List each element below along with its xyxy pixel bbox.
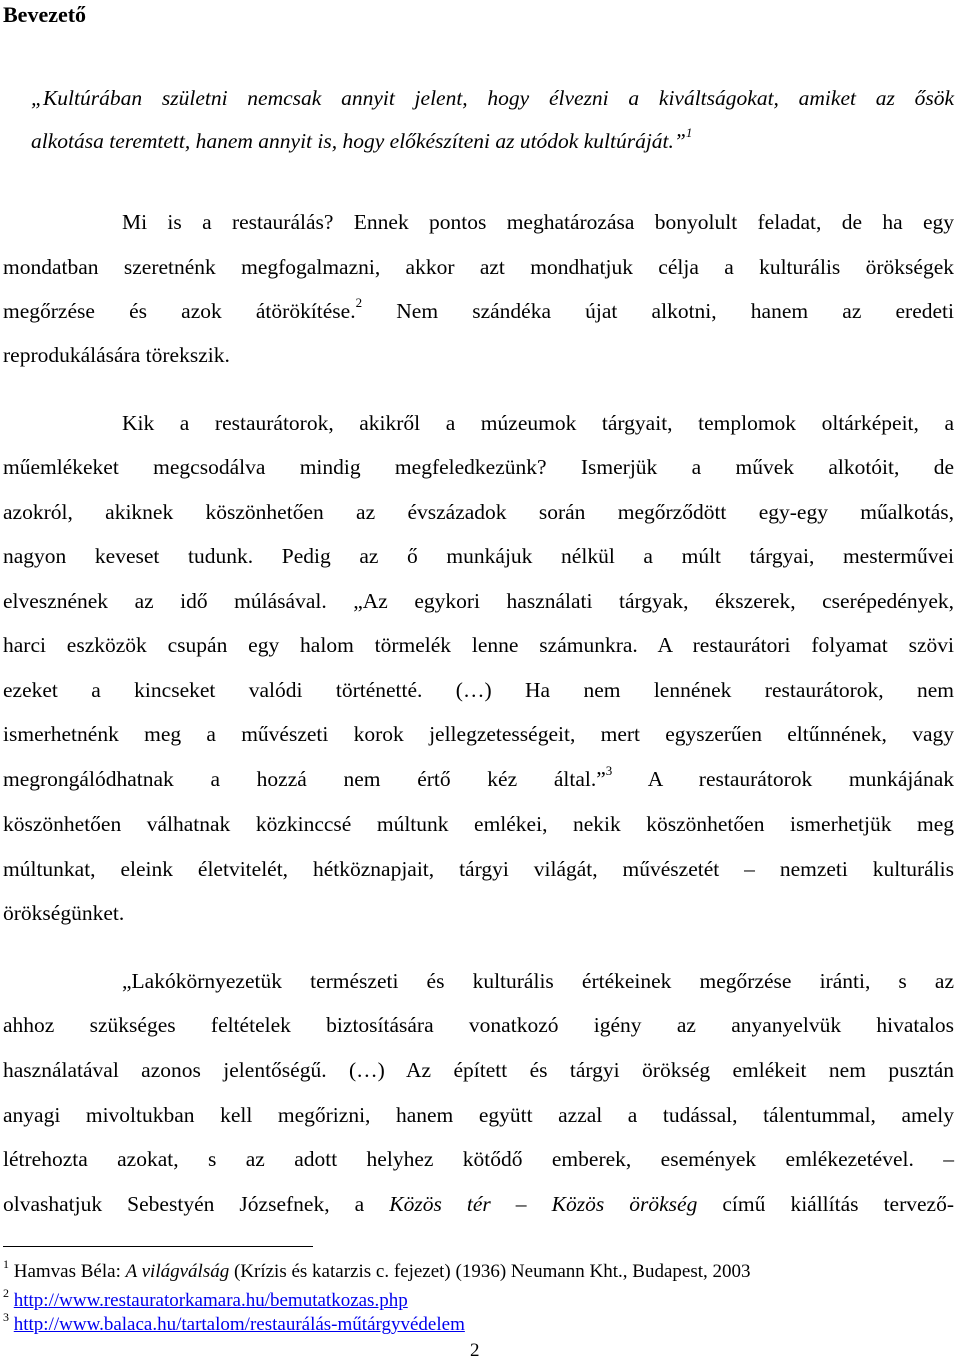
quote-line [31, 126, 954, 156]
footnote-link[interactable]: http://www.balaca.hu/tartalom/restaurálás-műtárgyvédelem [13, 1314, 465, 1335]
footnote-ref[interactable]: 2 [355, 294, 363, 310]
footnote-text: Hamvas Béla: [13, 1261, 126, 1282]
footnote-number: 2 [3, 1285, 9, 1300]
paragraph-line: ahhoz szükséges feltételek biztosítására vonatkozó igény az anyanyelvük hivatalos [3, 1013, 954, 1037]
paragraph-line: ezeket a kincseket valódi történetté. (…) Ha nem lennének restaurátorok, nem [3, 678, 954, 702]
paragraph-line: harci eszközök csupán egy halom törmelék lenne számunkra. A restaurátori folyamat szövi [3, 633, 954, 657]
quote-line: „Kultúrában születni nemcsak annyit jelent, hogy élvezni a kiváltságokat, amiket az ősök [31, 86, 954, 110]
footnote-2 [3, 1285, 408, 1313]
paragraph-line: örökségünket. [3, 901, 125, 925]
footnote-book-title: A világválság [125, 1261, 230, 1282]
footnote-number: 1 [3, 1256, 9, 1271]
paragraph-line: anyagi mivoltukban kell megőrizni, hanem együtt azzal a tudással, tálentummal, amely [3, 1103, 954, 1127]
paragraph-line [3, 764, 954, 794]
footnote-ref[interactable]: 3 [605, 762, 613, 778]
paragraph-line: nagyon keveset tudunk. Pedig az ő munkájuk nélkül a múlt tárgyai, mesterművei [3, 544, 954, 568]
paragraph-text: megőrzése és azok átörökítése. [3, 299, 356, 323]
paragraph-text: olvashatjuk Sebestyén Józsefnek, a [3, 1192, 365, 1216]
paragraph-text: Nem szándéka újat alkotni, hanem az eredeti [396, 299, 954, 323]
paragraph-line: Kik a restaurátorok, akikről a múzeumok tárgyait, templomok oltárképeit, a [122, 411, 954, 435]
paragraph-line [3, 296, 954, 326]
footnote-ref[interactable]: 1 [685, 124, 693, 140]
paragraph-line: ismerhetnénk meg a művészeti korok jellegzetességeit, mert egyszerűen eltűnnének, vagy [3, 722, 954, 746]
paragraph-line: mondatban szeretnénk megfogalmazni, akkor azt mondhatjuk célja a kulturális örökségek [3, 255, 954, 279]
footnote-text: (Krízis és katarzis c. fejezet) (1936) Neumann Kht., Budapest, 2003 [229, 1261, 751, 1282]
paragraph-line: Mi is a restaurálás? Ennek pontos meghatározása bonyolult feladat, de ha egy [122, 210, 954, 234]
paragraph-line: műemlékeket megcsodálva mindig megfeledkezünk? Ismerjük a művek alkotóit, de [3, 455, 954, 479]
paragraph-line: köszönhetően válhatnak közkinccsé múltunk emlékei, nekik köszönhetően ismerhetjük meg [3, 812, 954, 836]
paragraph-line: elvesznének az idő múlásával. „Az egykori használati tárgyak, ékszerek, cserépedények, [3, 589, 954, 613]
page-number: 2 [470, 1340, 480, 1361]
section-heading: Bevezető [3, 2, 87, 27]
paragraph-text: megrongálódhatnak a hozzá nem értő kéz által.” [3, 767, 606, 791]
footnote-number: 3 [3, 1309, 9, 1324]
paragraph-line: múltunkat, eleink életvitelét, hétköznapjait, tárgyi világát, művészetét – nemzeti kulturális [3, 857, 954, 881]
footnote-divider [3, 1246, 313, 1247]
exhibition-title: Közös tér – Közös örökség [389, 1192, 698, 1216]
paragraph-text: című kiállítás tervező- [722, 1192, 954, 1216]
paragraph-line: használatával azonos jelentőségű. (…) Az épített és tárgyi örökség emlékeit nem pusztán [3, 1058, 954, 1082]
paragraph-line: azokról, akiknek köszönhetően az évszázadok során megőrződött egy-egy műalkotás, [3, 500, 954, 524]
footnote-3 [3, 1309, 465, 1337]
footnote-link[interactable]: http://www.restauratorkamara.hu/bemutatkozas.php [13, 1290, 408, 1311]
paragraph-text: A restaurátorok munkájának [647, 767, 954, 791]
paragraph-line: létrehozta azokat, s az adott helyhez kötődő emberek, események emlékezetével. – [3, 1147, 954, 1171]
paragraph-line: „Lakókörnyezetük természeti és kulturális értékeinek megőrzése iránti, s az [122, 969, 954, 993]
quote-text: alkotása teremtett, hanem annyit is, hogy előkészíteni az utódok kultúráját.” [31, 129, 686, 153]
paragraph-line [3, 1189, 954, 1219]
footnote-1 [3, 1256, 751, 1284]
paragraph-line: reprodukálására törekszik. [3, 343, 230, 367]
